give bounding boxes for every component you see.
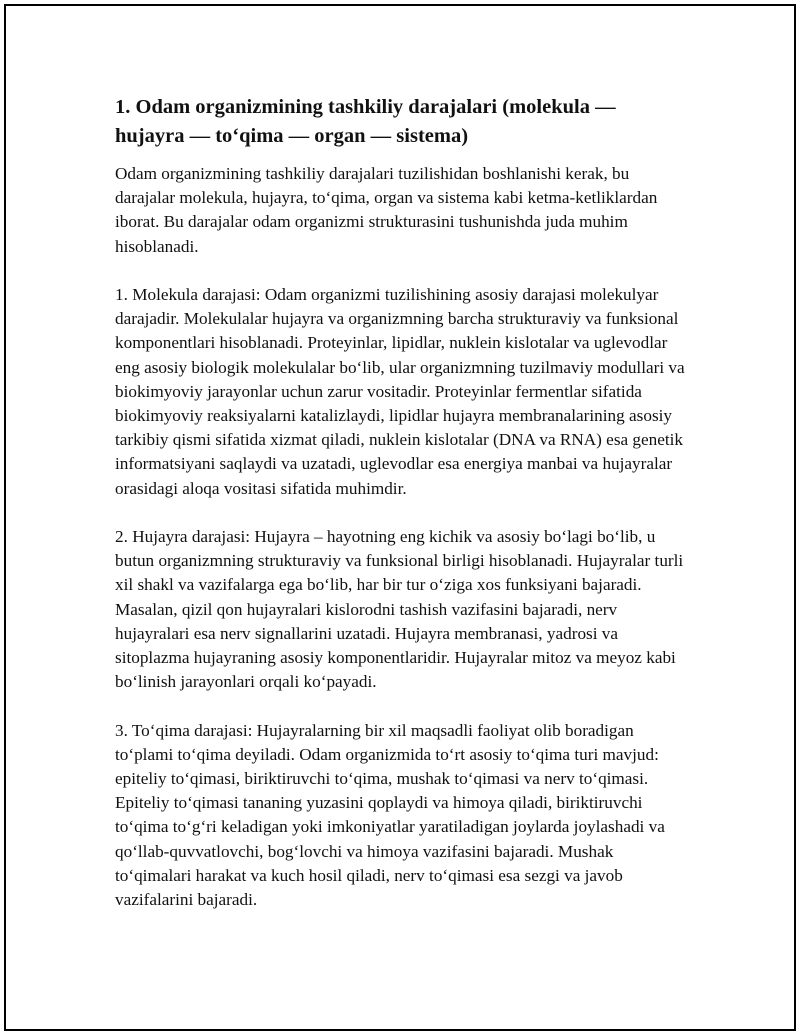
- cell-level-paragraph: 2. Hujayra darajasi: Hujayra – hayotning eng kichik va asosiy bo‘lagi bo‘lib, u butun organizmning strukturaviy va funksional birligi hisoblanadi. Hujayralar turli xil shakl va vazifalarga ega bo‘lib, har bir tur o‘ziga xos funksiyani bajaradi. Masalan, qizil qon hujayralari kislorodni tashish vazifasini bajaradi, nerv hujayralari esa nerv signallarini uzatadi. Hujayra membranasi, yadrosi va sitoplazma hujayraning asosiy komponentlaridir. Hujayralar mitoz va meyoz kabi bo‘linish jarayonlari orqali ko‘payadi.: [115, 527, 684, 692]
- section-heading: 1. Odam organizmining tashkiliy darajalari (molekula — hujayra — to‘qima — organ — sistema): [115, 96, 616, 147]
- intro-paragraph: Odam organizmining tashkiliy darajalari tuzilishidan boshlanishi kerak, bu darajalar molekula, hujayra, to‘qima, organ va sistema kabi ketma-ketliklardan iborat. Bu darajalar odam organizmi strukturasini tushunishda juda muhim hisoblanadi.: [115, 164, 658, 256]
- document-body: [115, 93, 690, 936]
- tissue-level-paragraph: 3. To‘qima darajasi: Hujayralarning bir xil maqsadli faoliyat olib boradigan to‘plami to‘qima deyiladi. Odam organizmida to‘rt asosiy to‘qima turi mavjud: epiteliy to‘qimasi, biriktiruvchi to‘qima, mushak to‘qimasi va nerv to‘qimasi. Epiteliy to‘qimasi tananing yuzasini qoplaydi va himoya qiladi, biriktiruvchi to‘qima to‘g‘ri keladigan yoki imkoniyatlar yaratiladigan joylarda joylashadi va qo‘llab-quvvatlovchi, bog‘lovchi va himoya vazifasini bajaradi. Mushak to‘qimalari harakat va kuch hosil qiladi, nerv to‘qimasi esa sezgi va javob vazifalarini bajaradi.: [115, 720, 665, 910]
- molecule-level-paragraph: 1. Molekula darajasi: Odam organizmi tuzilishining asosiy darajasi molekulyar darajadir. Molekulalar hujayra va organizmning barcha strukturaviy va funksional komponentlari hisoblanadi. Proteyinlar, lipidlar, nuklein kislotalar va uglevodlar eng asosiy biologik molekulalar bo‘lib, ular organizmning tuzilmaviy modullari va biokimyoviy jarayonlar uchun zarur vositadir. Proteyinlar fermentlar sifatida biokimyoviy reaksiyalarni katalizlaydi, lipidlar hujayra membranalarining asosiy tarkibiy qismi sifatida xizmat qiladi, nuklein kislotalar (DNA va RNA) esa genetik informatsiyani saqlaydi va uzatadi, uglevodlar esa energiya manbai va hujayralar orasidagi aloqa vositasi sifatida muhimdir.: [115, 285, 685, 498]
